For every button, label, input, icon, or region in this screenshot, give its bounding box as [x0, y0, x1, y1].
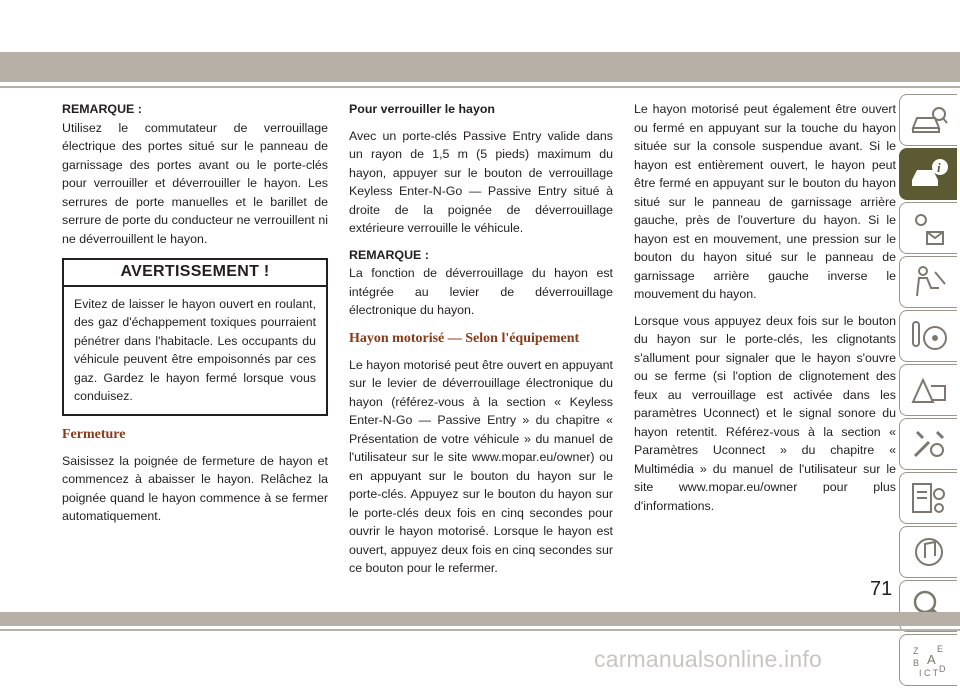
note-label: REMARQUE :	[62, 102, 142, 116]
page-number: 71	[870, 578, 893, 600]
tab-airbag-seat[interactable]	[899, 256, 957, 308]
svg-text:E: E	[936, 644, 943, 654]
tab-car-search[interactable]	[899, 94, 957, 146]
tab-steering-wheel[interactable]	[899, 310, 957, 362]
settings-checklist-icon	[909, 480, 949, 516]
paragraph-1: Le hayon motorisé peut également être ouvert ou fermé en appuyant sur la touche du hayon située sur la console suspendue avant. Si le hayon est entièrement ouvert, le hayon peut être fermé en appuyant sur le bouton du hayon situé sur le panneau de garnissage arrière gauche, près de l'ouverture du hayon. Si le hayon est en mouvement, une pression sur le bouton du hayon situé sur le panneau de garnissage arrière gauche inverse le mouvement du hayon.	[634, 102, 896, 301]
top-band	[0, 52, 960, 82]
top-rule	[0, 86, 960, 88]
svg-text:I C T: I C T	[918, 668, 938, 678]
warning-lights-icon	[909, 210, 949, 246]
paragraph-2: Lorsque vous appuyez deux fois sur le bouton du hayon sur le porte-clés, les clignotants s'allument pour signaler que le hayon s'ouvre ou se ferme (si l'option de clignotement des feux au verrouillage est activée dans les paramètres Uconnect) et le signal sonore du hayon retentit. Référez-vous à la section « Paramètres Uconnect » du chapitre « Multimédia » du manuel de l'utilisateur sur le site www.mopar.eu/owner pour plus d'informations.	[634, 313, 896, 513]
chapter-tabs	[899, 94, 960, 688]
watermark: carmanualsonline.info	[594, 646, 822, 672]
note-label: REMARQUE :	[349, 247, 429, 262]
warning-box	[62, 258, 328, 416]
subheading-verrouiller: Pour verrouiller le hayon	[349, 102, 495, 116]
note-text: La fonction de déverrouillage du hayon est intégrée au levier de déverrouillage électronique du hayon.	[349, 266, 613, 317]
section-heading-hayon-motorise: Hayon motorisé — Selon l'équipement	[349, 330, 580, 346]
alphabet-index-icon	[909, 642, 949, 678]
svg-text:i: i	[936, 160, 941, 175]
tab-tools[interactable]	[899, 418, 957, 470]
hayon-motorise-text: Le hayon motorisé peut être ouvert en appuyant sur le levier de déverrouillage électronique du hayon (référez-vous à la section « Keyless Enter-N-Go — Passive Entry » du chapitre « Présentation de votre véhicule » du manuel de l'utilisateur sur le site www.mopar.eu/owner) ou en appuyant sur le bouton du hayon sur le porte-clés. Appuyez sur le bouton du hayon sur le porte-clés deux fois en cinq secondes pour ouvrir le hayon motorisé. Lorsque le hayon est ouvert, appuyez deux fois en cinq secondes sur ce bouton pour le refermer.	[349, 357, 613, 575]
tab-alphabet-index[interactable]	[899, 634, 957, 686]
tools-icon	[909, 426, 949, 462]
tab-multimedia[interactable]	[899, 526, 957, 578]
steering-wheel-icon	[909, 318, 949, 354]
tab-car-info[interactable]	[899, 148, 957, 200]
svg-text:D: D	[938, 664, 945, 674]
column-2	[349, 100, 613, 586]
bottom-rule	[0, 629, 960, 631]
fermeture-text: Saisissez la poignée de fermeture de hayon et commencez à abaisser le hayon. Relâchez la poignée quand le hayon commence à se fermer automatiquement.	[62, 453, 328, 523]
car-search-icon	[909, 102, 949, 138]
warning-text: Evitez de laisser le hayon ouvert en roulant, des gaz d'échappement toxiques pourraient pénétrer dans l'habitacle. Les occupants du véhicule peuvent être empoisonnés par ces gaz. Gardez le hayon fermé lorsque vous conduisez.	[74, 296, 316, 403]
tab-road-warning[interactable]	[899, 364, 957, 416]
bottom-band	[0, 612, 960, 626]
airbag-seat-icon	[909, 264, 949, 300]
svg-text:A: A	[926, 652, 936, 667]
column-1	[62, 100, 328, 534]
section-heading-fermeture: Fermeture	[62, 426, 126, 442]
tab-warning-lights[interactable]	[899, 202, 957, 254]
car-info-icon	[909, 156, 949, 192]
warning-title: AVERTISSEMENT !	[64, 260, 326, 287]
column-3	[634, 100, 896, 523]
verrouiller-text: Avec un porte-clés Passive Entry valide dans un rayon de 1,5 m (5 pieds) maximum du hayon, appuyer sur le bouton de verrouillage Keyless Enter-N-Go — Passive Entry situé à droite de la poignée de déverrouillage extérieure verrouille le véhicule.	[349, 128, 613, 235]
svg-text:B: B	[912, 658, 919, 668]
note-text: Utilisez le commutateur de verrouillage électrique des portes situé sur le panneau de garnissage des portes avant ou le porte-clés pour verrouiller et déverrouiller le hayon. Les serrures de porte manuelles et le barillet de serrure de porte du conducteur ne verrouillent ni ne déverrouillent le hayon.	[62, 120, 328, 246]
tab-settings-checklist[interactable]	[899, 472, 957, 524]
multimedia-icon	[909, 534, 949, 570]
road-warning-icon	[909, 372, 949, 408]
svg-text:Z: Z	[912, 646, 918, 656]
